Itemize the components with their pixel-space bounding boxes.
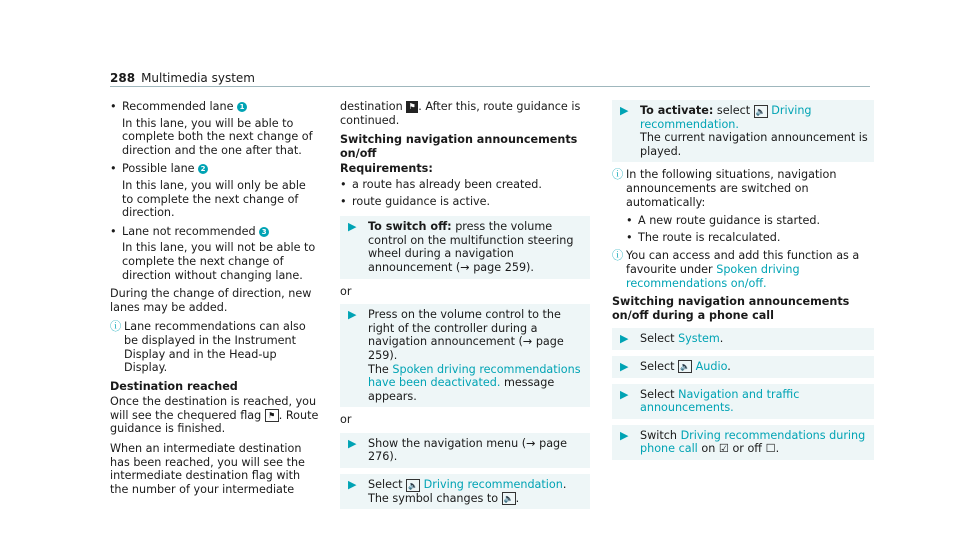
info-icon: ⓘ (612, 168, 624, 182)
checkbox-unchecked-icon: ☐ (765, 442, 776, 456)
paragraph-intermediate-destination: When an intermediate destination has been reached, you will see the intermediate destination flag with the number of your intermediate (110, 442, 305, 496)
section-title: Multimedia system (141, 71, 255, 85)
step-press-volume-control: ▶ Press on the volume control to the right of the controller during a navigation announcement (→ page 259). The Spoken driving recommendations have been deactivated. message appears. (340, 304, 590, 407)
checkbox-checked-icon: ☑ (718, 442, 729, 456)
heading-switching-announcements: Switching navigation announcements on/off (340, 133, 578, 160)
note-lane-recommendations: ⓘ Lane recommendations can also be displayed in the Instrument Display and in the Head-up Display. (110, 320, 306, 375)
step-arrow-icon: ▶ (348, 478, 357, 492)
speaker-muted-icon: 🔈 (502, 492, 516, 505)
lane-number-badge: 2 (198, 164, 208, 174)
column-3 (612, 100, 874, 466)
driving-recommendation-link[interactable]: Driving recommendation. (640, 104, 812, 131)
step-switch-off: ▶ To switch off: press the volume control on the multifunction steering wheel during a navigation announcement (→ page 259). (340, 216, 590, 278)
step-switch-during-call: ▶ Switch Driving recommendations during phone call on ☑ or off ☐. (612, 425, 874, 460)
column-2 (340, 100, 590, 515)
possible-lane-text: In this lane, you will only be able to complete the next change of direction. (122, 178, 306, 220)
spoken-recommendations-favourite-link[interactable]: Spoken driving recommendations on/off. (626, 262, 800, 290)
step-arrow-icon: ▶ (620, 359, 629, 373)
lane-number-badge: 1 (237, 102, 247, 112)
driving-recommendations-during-call-link[interactable]: Driving recommendations during phone call (640, 428, 866, 456)
step-select-navigation-traffic: ▶ Select Navigation and traffic announcements. (612, 384, 874, 419)
info-icon: ⓘ (110, 320, 122, 334)
note-automatic-switch-on: ⓘ In the following situations, navigation announcements are switched on automatically: (612, 168, 837, 209)
chequered-flag-icon: ⚑ (265, 409, 279, 422)
audio-icon: 🔈 (678, 360, 692, 373)
or-separator: or (340, 284, 352, 298)
system-link[interactable]: System (678, 332, 720, 346)
column-1 (110, 100, 320, 502)
step-show-navigation-menu: ▶ Show the navigation menu (→ page 276). (340, 433, 590, 468)
page-number: 288 (110, 71, 136, 85)
requirement-guidance-active: • route guidance is active. (340, 195, 590, 209)
step-arrow-icon: ▶ (348, 436, 357, 450)
spoken-recommendations-deactivated-message: Spoken driving recommendations have been deactivated. (368, 362, 581, 390)
step-activate: ▶ To activate: select 🔈 Driving recommendation. The current navigation announcement is played. (612, 100, 874, 162)
lane-number-badge: 3 (259, 227, 269, 237)
lane-not-recommended-text: In this lane, you will not be able to complete the next change of direction without changing lane. (122, 241, 316, 282)
bullet-possible-lane: • Possible lane 2 (110, 162, 320, 176)
header-divider (110, 86, 870, 87)
heading-phone-call: Switching navigation announcements on/off during a phone call (612, 295, 850, 322)
step-arrow-icon: ▶ (620, 332, 629, 346)
situation-route-recalculated: • The route is recalculated. (626, 231, 874, 245)
or-separator: or (340, 413, 352, 427)
note-favourite: ⓘ You can access and add this function as a favourite under Spoken driving recommendations on/off. (612, 249, 860, 290)
step-arrow-icon: ▶ (620, 428, 629, 442)
paragraph-new-lanes: During the change of direction, new lanes may be added. (110, 287, 312, 314)
driving-recommendation-link[interactable]: Driving recommendation (423, 478, 563, 492)
info-icon: ⓘ (612, 249, 624, 263)
step-arrow-icon: ▶ (348, 308, 357, 322)
intermediate-flag-icon: ⚑ (406, 101, 418, 113)
step-arrow-icon: ▶ (348, 220, 357, 234)
paragraph-continued: destination ⚑ . After this, route guidance is continued. (340, 100, 581, 127)
speaker-icon: 🔈 (754, 105, 768, 118)
paragraph-destination-reached: Once the destination is reached, you will see the chequered flag ⚑ . Route guidance is finished. (110, 395, 319, 436)
bullet-lane-not-recommended: • Lane not recommended 3 (110, 225, 320, 239)
step-select-system: ▶ Select System. (612, 328, 874, 350)
bullet-recommended-lane: • Recommended lane 1 (110, 100, 320, 114)
requirements-label: Requirements: (340, 162, 433, 176)
heading-destination-reached: Destination reached (110, 379, 238, 393)
requirement-route-created: • a route has already been created. (340, 178, 590, 192)
page-header (110, 72, 255, 86)
navigation-traffic-link[interactable]: Navigation and traffic announcements. (640, 387, 800, 415)
step-select-driving-recommendation: ▶ Select 🔈 Driving recommendation. The symbol changes to 🔈 . (340, 474, 590, 509)
recommended-lane-text: In this lane, you will be able to complete both the next change of direction and the one after that. (122, 116, 313, 157)
audio-link[interactable]: Audio (695, 359, 728, 373)
step-select-audio: ▶ Select 🔈 Audio. (612, 356, 874, 378)
step-arrow-icon: ▶ (620, 387, 629, 401)
speaker-icon: 🔈 (406, 479, 420, 492)
step-arrow-icon: ▶ (620, 104, 629, 117)
situation-new-guidance: • A new route guidance is started. (626, 214, 874, 228)
